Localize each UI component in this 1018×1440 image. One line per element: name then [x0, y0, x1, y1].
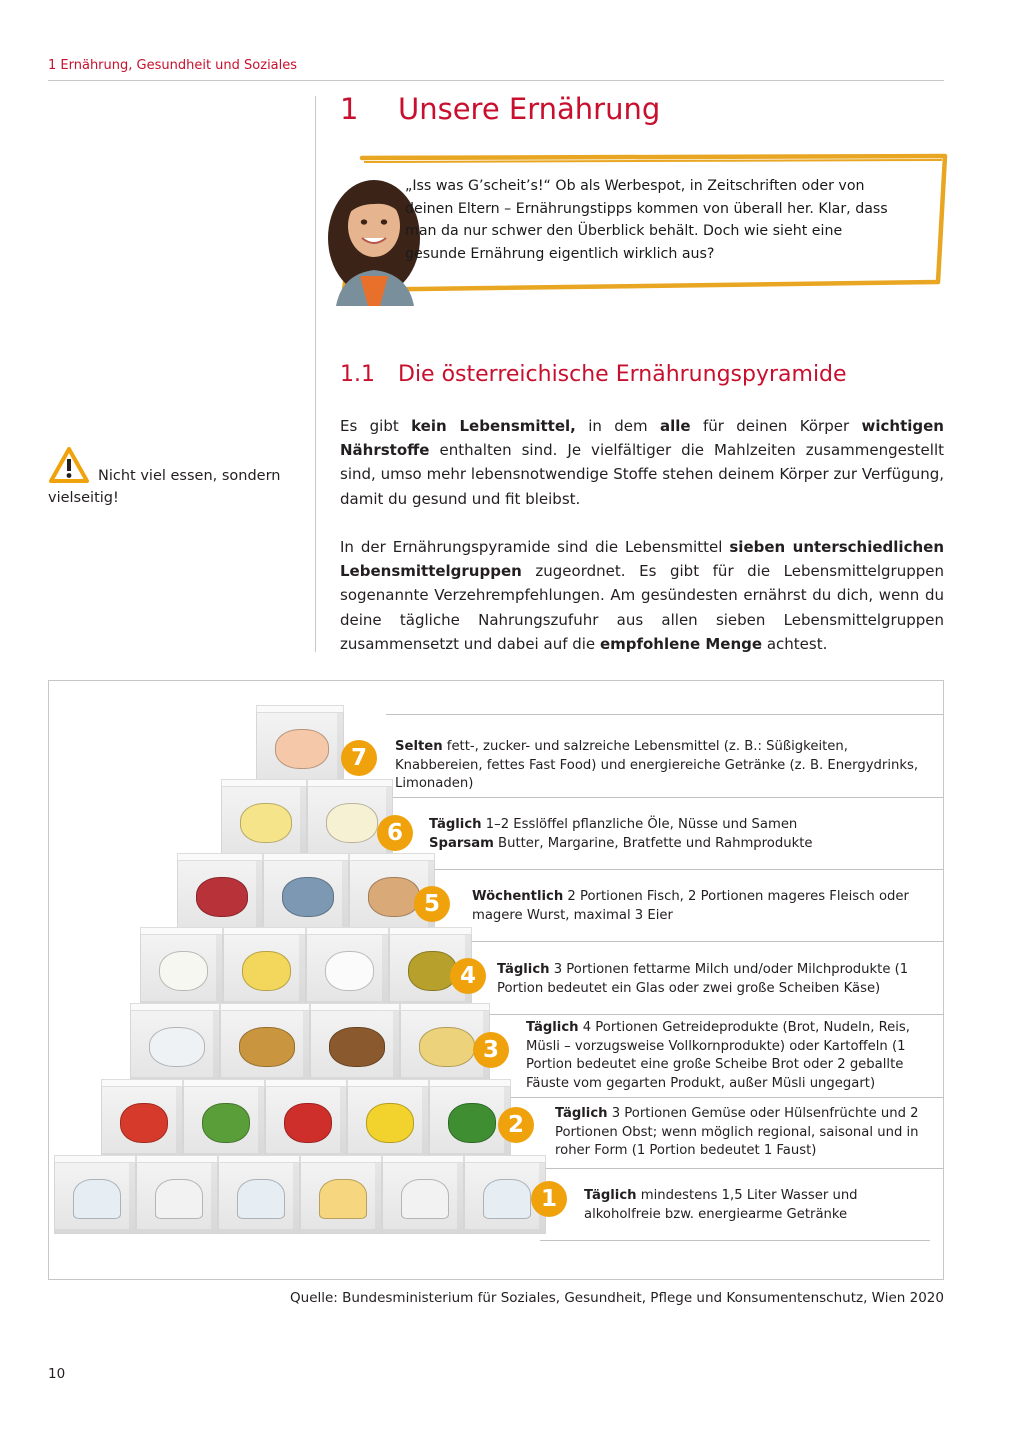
pyramid-cube	[101, 1086, 183, 1158]
pyramid-cube	[256, 712, 344, 784]
cube-top-face	[306, 927, 389, 935]
section-number: 1.1	[340, 362, 375, 387]
cube-top-face	[136, 1155, 218, 1163]
water-jug-icon	[73, 1179, 121, 1219]
pyramid-cube	[136, 1162, 218, 1234]
cube-top-face	[223, 927, 306, 935]
bananas-icon	[366, 1103, 414, 1143]
level-recommendation: fett-, zucker- und salzreiche Lebensmittel (z. B.: Süßigkeiten, Knabbereien, fettes Fast Food) und energiereiche Getränke (z. B. Energydrinks, Limonaden)	[395, 739, 919, 791]
cube-top-face	[140, 927, 223, 935]
level-recommendation: 3 Portionen Gemüse oder Hülsenfrüchte und 2 Portionen Obst; wenn möglich regional, saisonal und in roher Form (1 Portion bedeutet 1 Faust)	[555, 1106, 919, 1158]
cube-top-face	[130, 1003, 220, 1011]
cube-top-face	[263, 853, 349, 861]
pyramid-separator-line	[466, 1014, 944, 1015]
fish-icon	[282, 877, 334, 917]
level-frequency: Sparsam	[429, 835, 494, 851]
source-caption: Quelle: Bundesministerium für Soziales, Gesundheit, Pflege und Konsumentenschutz, Wien 2020	[290, 1290, 944, 1306]
pyramid-base-line	[540, 1240, 930, 1241]
cube-top-face	[177, 853, 263, 861]
butter-icon	[240, 803, 292, 843]
potatoes-icon	[239, 1027, 295, 1067]
water-jug-icon	[483, 1179, 531, 1219]
level-badge: 2	[498, 1107, 534, 1143]
margin-note-text: Nicht viel essen, sondern vielseitig!	[48, 468, 281, 506]
level-recommendation: 2 Portionen Fisch, 2 Portionen mageres Fleisch oder magere Wurst, maximal 3 Eier	[472, 889, 909, 923]
pyramid-cube	[263, 860, 349, 932]
section-title: Die österreichische Ernährungspyramide	[398, 362, 847, 387]
teapot-icon	[401, 1179, 449, 1219]
level-description	[472, 888, 936, 925]
pyramid-cube	[183, 1086, 265, 1158]
milk-bottle-icon	[159, 951, 208, 991]
teapot-icon	[155, 1179, 203, 1219]
pyramid-cube	[130, 1010, 220, 1082]
pyramid-cube	[382, 1162, 464, 1234]
pyramid-cube	[347, 1086, 429, 1158]
level-recommendation: 3 Portionen fettarme Milch und/oder Milchprodukte (1 Portion bedeutet ein Glas oder zwei große Scheiben Käse)	[497, 962, 909, 996]
chapter-number: 1	[340, 92, 359, 126]
level-description	[584, 1187, 936, 1224]
level-badge: 4	[450, 958, 486, 994]
pyramid-cube	[140, 934, 223, 1006]
cube-top-face	[101, 1079, 183, 1087]
tomatoes-icon	[120, 1103, 168, 1143]
apples-icon	[284, 1103, 332, 1143]
ice-cream-cake-fries-icon	[275, 729, 329, 769]
pyramid-cube	[221, 786, 307, 858]
bread-icon	[329, 1027, 385, 1067]
callout-text: „Iss was G’scheit’s!“ Ob als Werbespot, in Zeitschriften oder von deinen Eltern – Ernährungstipps kommen von überall her. Klar, dass man da nur schwer den Überblick behält. Doch wie sieht eine gesunde Ernährung eigentlich wirklich aus?	[405, 178, 888, 262]
pyramid-cube	[54, 1162, 136, 1234]
peppers-icon	[448, 1103, 496, 1143]
level-frequency: Selten	[395, 739, 443, 754]
level-description	[395, 738, 936, 794]
paragraph-2: In der Ernährungspyramide sind die Lebensmittel sieben unterschiedlichen Lebensmittelgruppen zugeordnet. Es gibt für die Lebensmittelgruppen sogenannte Verzehrempfehlungen. Am gesündesten ernährst du dich, wenn du deine tägliche Nahrungszufuhr aus allen sieben Lebensmittelgruppen zusammensetzt und dabei auf die empfohlene Menge achtest.	[340, 538, 944, 653]
pyramid-cube	[177, 860, 263, 932]
cream-cheese-icon	[326, 803, 378, 843]
level-badge: 7	[341, 740, 377, 776]
level-recommendation: Butter, Margarine, Bratfette und Rahmprodukte	[493, 835, 813, 851]
cube-top-face	[221, 779, 307, 787]
rice-bowl-icon	[149, 1027, 205, 1067]
level-recommendation: 1–2 Esslöffel pflanzliche Öle, Nüsse und Samen	[481, 817, 798, 832]
cube-top-face	[429, 1079, 511, 1087]
cube-top-face	[265, 1079, 347, 1087]
paragraph-1: Es gibt kein Lebensmittel, in dem alle für deinen Körper wichtigen Nährstoffe enthalten sind. Je vielfältiger die Mahlzeiten zusammengestellt sind, umso mehr lebensnotwendige Stoffe stehen deinem Körper zur Verfügung, damit du gesund und fit bleibst.	[340, 417, 944, 508]
cube-top-face	[218, 1155, 300, 1163]
cube-top-face	[183, 1079, 265, 1087]
cheese-icon	[242, 951, 291, 991]
pyramid-separator-line	[482, 1097, 944, 1098]
level-badge: 1	[531, 1181, 567, 1217]
pyramid-separator-line	[522, 1168, 944, 1169]
page-number: 10	[48, 1366, 66, 1382]
pyramid-separator-line	[402, 869, 944, 870]
running-header: 1 Ernährung, Gesundheit und Soziales	[48, 58, 298, 73]
cube-top-face	[54, 1155, 136, 1163]
water-jug-icon	[237, 1179, 285, 1219]
cube-top-face	[220, 1003, 310, 1011]
level-badge: 3	[473, 1032, 509, 1068]
cube-top-face	[256, 705, 344, 713]
level-frequency: Täglich	[555, 1106, 608, 1121]
pyramid-cube	[220, 1010, 310, 1082]
pyramid-cube	[265, 1086, 347, 1158]
level-frequency: Täglich	[584, 1188, 637, 1203]
level-recommendation: 4 Portionen Getreideprodukte (Brot, Nudeln, Reis, Müsli – vorzugsweise Vollkornprodukte) oder Kartoffeln (1 Portion bedeutet eine große Scheibe Brot oder 2 geballte Fäuste vom gegarten Produkt, außer Müsli ungegart)	[526, 1020, 910, 1091]
level-description	[497, 961, 936, 998]
level-frequency: Täglich	[497, 962, 550, 977]
cube-top-face	[349, 853, 435, 861]
cube-top-face	[400, 1003, 490, 1011]
level-description	[555, 1105, 936, 1161]
pyramid-cube	[218, 1162, 300, 1234]
level-badge: 5	[414, 886, 450, 922]
meat-icon	[196, 877, 248, 917]
pyramid-separator-line	[372, 797, 944, 798]
level-badge: 6	[377, 815, 413, 851]
level-frequency: Täglich	[429, 817, 482, 832]
pyramid-cube	[300, 1162, 382, 1234]
peas-icon	[202, 1103, 250, 1143]
cube-top-face	[310, 1003, 400, 1011]
level-description	[526, 1019, 936, 1093]
juice-jug-icon	[319, 1179, 367, 1219]
cube-top-face	[307, 779, 393, 787]
cube-top-face	[347, 1079, 429, 1087]
level-description	[429, 816, 936, 853]
pasta-icon	[419, 1027, 475, 1067]
yogurt-icon	[325, 951, 374, 991]
pyramid-cube	[310, 1010, 400, 1082]
pyramid-separator-line	[440, 941, 944, 942]
eggs-icon	[368, 877, 420, 917]
chapter-title: Unsere Ernährung	[398, 92, 661, 126]
level-recommendation: mindestens 1,5 Liter Wasser und alkoholfreie bzw. energiearme Getränke	[584, 1188, 858, 1222]
cube-top-face	[464, 1155, 546, 1163]
level-frequency: Wöchentlich	[472, 889, 564, 904]
pyramid-cube	[223, 934, 306, 1006]
cube-top-face	[382, 1155, 464, 1163]
level-frequency: Täglich	[526, 1020, 579, 1035]
cube-top-face	[300, 1155, 382, 1163]
pyramid-cube	[306, 934, 389, 1006]
pyramid-separator-line	[386, 714, 944, 715]
cube-top-face	[389, 927, 472, 935]
